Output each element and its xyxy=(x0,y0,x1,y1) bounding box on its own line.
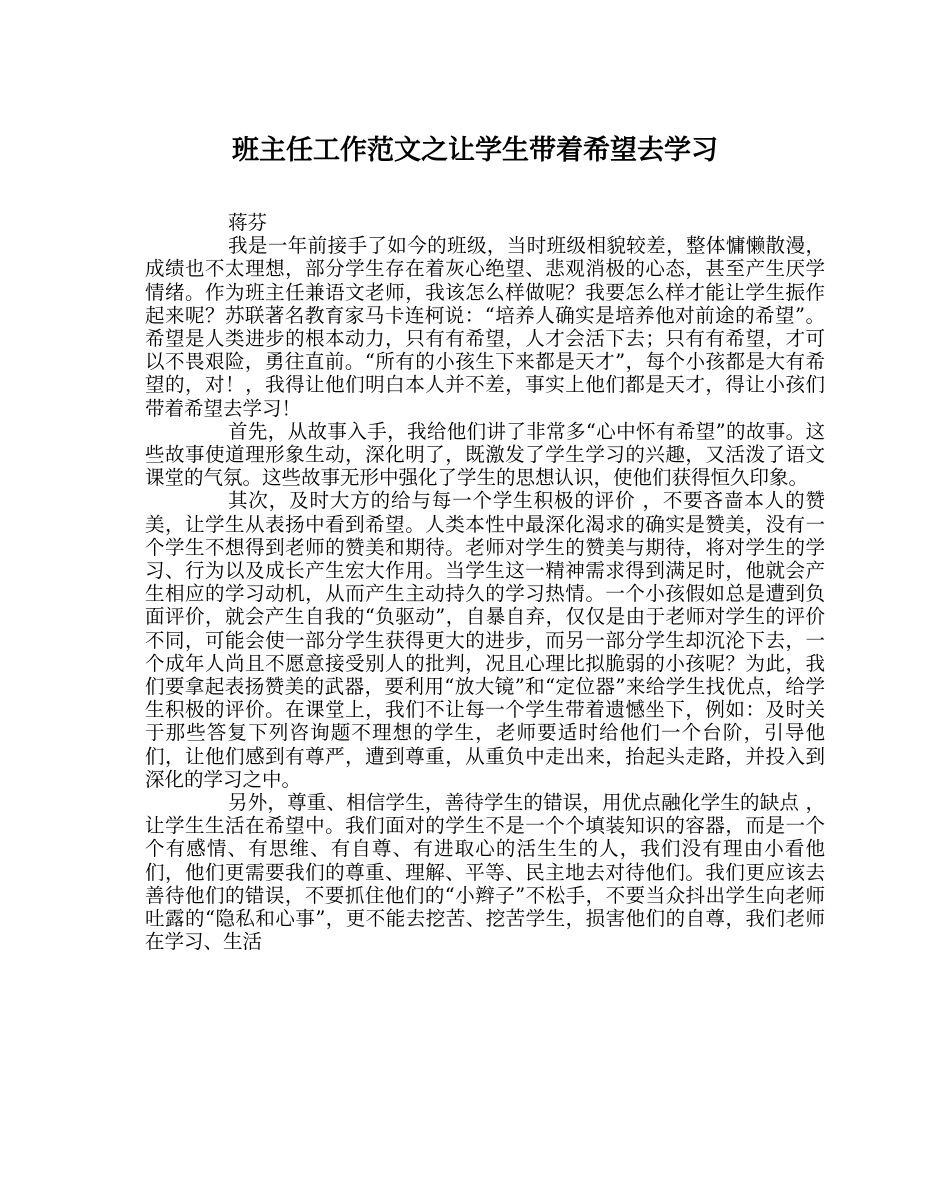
paragraph-4: 另外，尊重、相信学生，善待学生的错误，用优点融化学生的缺点 ，让学生生活在希望中。我们面对的学生不是一个个填装知识的容器，而是一个个有感情、有思维、有自尊、有进取心的活生生的人，我们没有理由小看他们，他们更需要我们的尊重、理解、平等、民主地去对待他们。我们更应该去善待他们的错误，不要抓住他们的“小辫子”不松手，不要当众抖出学生向老师吐露的“隐私和心事”，更不能去挖苦、挖苦学生，损害他们的自尊，我们老师在学习、生活 xyxy=(145,791,825,954)
document-body xyxy=(145,211,825,954)
document-title: 班主任工作范文之让学生带着希望去学习 xyxy=(232,135,718,166)
paragraph-2: 首先，从故事入手，我给他们讲了非常多“心中怀有希望”的故事。这些故事使道理形象生动，深化明了，既激发了学生学习的兴趣，又活泼了语文课堂的气氛。这些故事无形中强化了学生的思想认识，使他们获得恒久印象。 xyxy=(145,419,825,490)
paragraph-3: 其次，及时大方的给与每一个学生积极的评价 ，不要吝啬本人的赞美，让学生从表扬中看到希望。人类本性中最深化渴求的确实是赞美，没有一个学生不想得到老师的赞美和期待。老师对学生的赞美与期待，将对学生的学习、行为以及成长产生宏大作用。当学生这一精神需求得到满足时，他就会产生相应的学习动机，从而产生主动持久的学习热情。一个小孩假如总是遭到负面评价，就会产生自我的“负驱动”，自暴自弃，仅仅是由于老师对学生的评价不同，可能会使一部分学生获得更大的进步，而另一部分学生却沉沦下去，一个成年人尚且不愿意接受别人的批判，况且心理比拟脆弱的小孩呢？为此，我们要拿起表扬赞美的武器，要利用“放大镜”和“定位器”来给学生找优点，给学生积极的评价。在课堂上，我们不让每一个学生带着遗憾坐下，例如：及时关于那些答复下列咨询题不理想的学生，老师要适时给他们一个台阶，引导他们，让他们感到有尊严，遭到尊重，从重负中走出来，抬起头走路，并投入到深化的学习之中。 xyxy=(145,489,825,791)
author-name: 蒋芬 xyxy=(228,211,268,234)
paragraph-1: 我是一年前接手了如今的班级，当时班级相貌较差，整体慵懒散漫，成绩也不太理想，部分学生存在着灰心绝望、悲观消极的心态，甚至产生厌学情绪。作为班主任兼语文老师，我该怎么样做呢？我要怎么样才能让学生振作起来呢？苏联著名教育家马卡连柯说：“培养人确实是培养他对前途的希望”。 希望是人类进步的根本动力，只有有希望，人才会活下去；只有有希望，才可以不畏艰险，勇往直前。“所有的小孩生下来都是天才”，每个小孩都是大有希望的，对！，我得让他们明白本人并不差，事实上他们都是天才，得让小孩们带着希望去学习！ xyxy=(145,234,825,420)
